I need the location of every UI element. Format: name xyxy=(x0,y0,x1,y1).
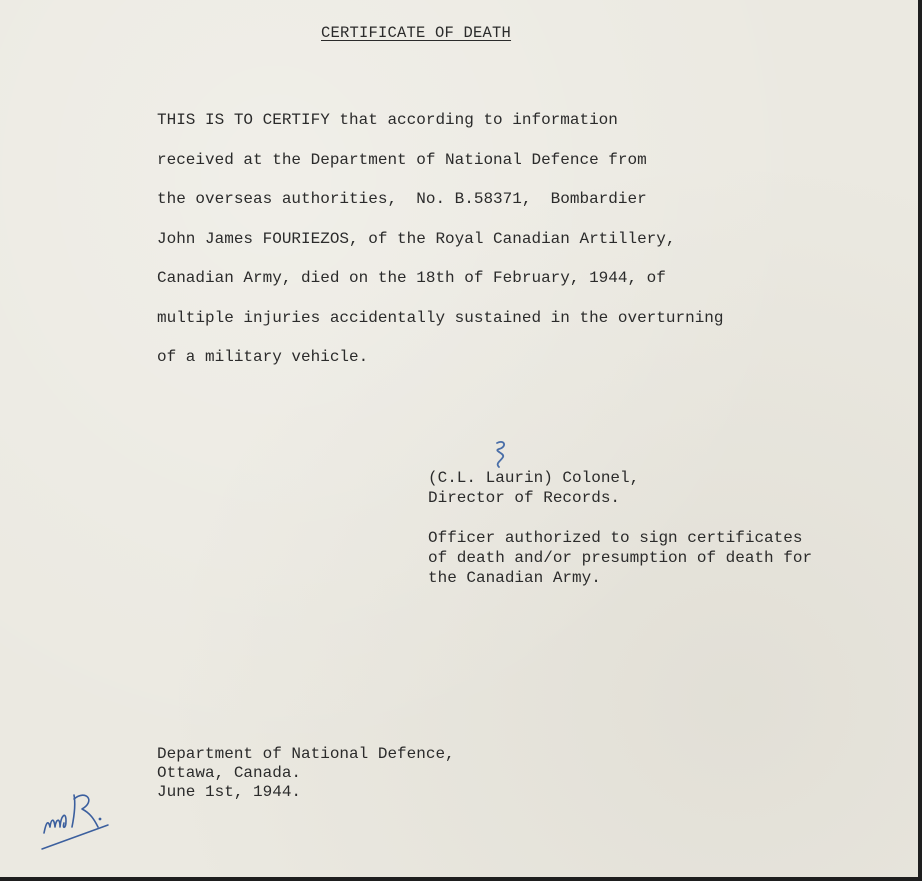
date-line: June 1st, 1944. xyxy=(157,783,302,801)
signatory-title: Director of Records. xyxy=(428,489,621,507)
body-line: THIS IS TO CERTIFY that according to information xyxy=(157,111,618,129)
body-line: of a military vehicle. xyxy=(157,348,369,366)
issuing-address xyxy=(157,745,455,802)
certificate-body xyxy=(157,101,867,378)
body-line: multiple injuries accidentally sustained in the overturning xyxy=(157,308,724,327)
address-line: Department of National Defence, xyxy=(157,745,455,763)
authority-line: of death and/or presumption of death for xyxy=(428,549,813,567)
body-line: John James FOURIEZOS, of the Royal Canadian Artillery, xyxy=(157,229,676,248)
authority-line: the Canadian Army. xyxy=(428,569,601,587)
signatory-name: (C.L. Laurin) Colonel, xyxy=(428,469,640,487)
handwritten-initials xyxy=(36,775,116,855)
body-line: received at the Department of National Defence from xyxy=(157,150,647,169)
body-line: the overseas authorities, No. B.58371, Bombardier xyxy=(157,190,647,208)
address-line: Ottawa, Canada. xyxy=(157,764,302,782)
authority-line: Officer authorized to sign certificates xyxy=(428,529,803,547)
document-title: CERTIFICATE OF DEATH xyxy=(321,24,512,42)
authority-statement xyxy=(428,528,812,588)
signature-block xyxy=(428,468,639,508)
body-line: Canadian Army, died on the 18th of February, 1944, of xyxy=(157,269,666,287)
